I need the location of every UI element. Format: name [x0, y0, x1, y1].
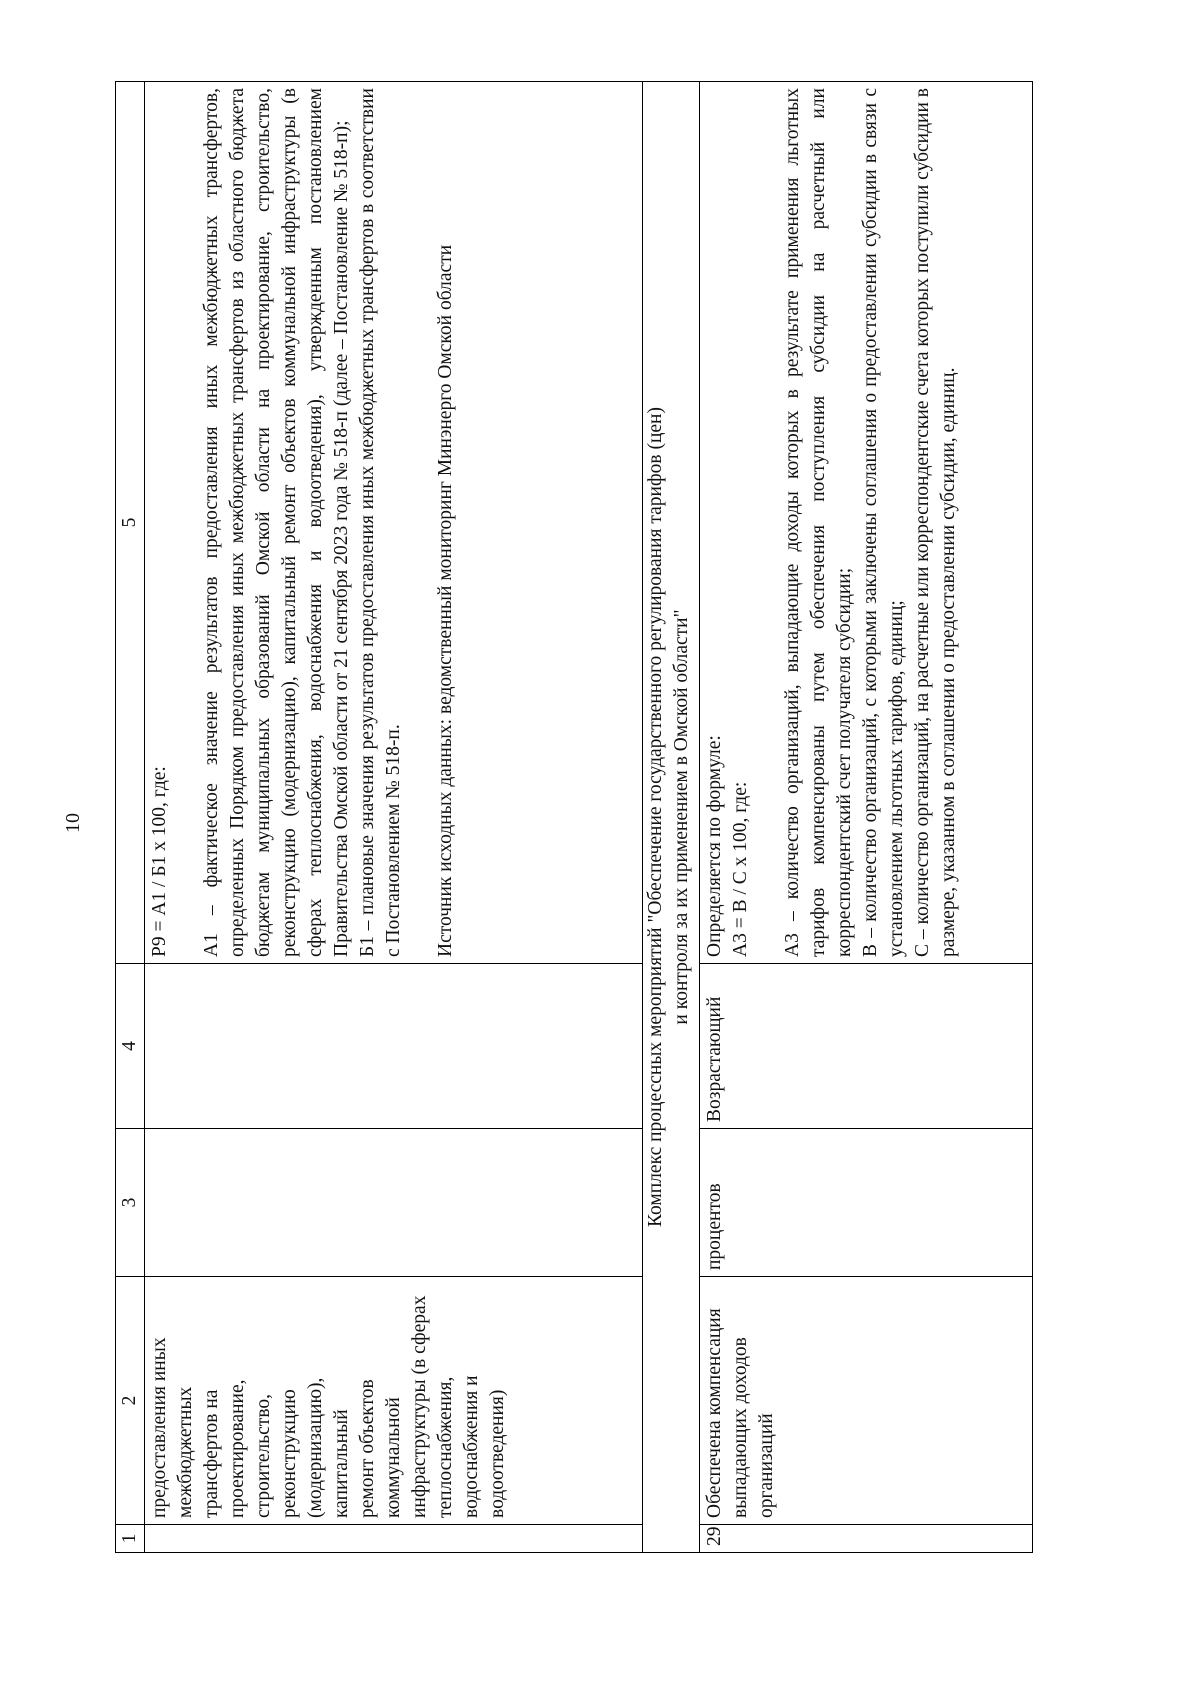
- unit-cell: процентов: [700, 1129, 1033, 1277]
- row-number: 29: [700, 1525, 1033, 1553]
- name-line: проектирование, строительство,: [227, 1379, 274, 1518]
- section-title-line: и контроля за их применением в Омской области": [671, 609, 692, 1025]
- header-col-3: 3: [116, 1129, 145, 1277]
- definition-a1: А1 – фактическое значение результатов предоставления иных межбюджетных трансфертов, определенных Порядком предоставления иных межбюджетных трансфертов из областного бюджета бюджетам муниципальных образований Омской области на проектирование, строительство, реконструкцию (модернизацию), капитальный ремонт объектов коммунальной инфраструктуры (в сферах теплоснабжения, водоснабжения и водоотведения), утвержденным постановлением Правительства Омской области от 21 сентября 2023 года № 518-п (далее – Постановление № 518-п);: [201, 88, 352, 957]
- methodology-cell: [700, 82, 1033, 964]
- formula: А3 = В / С х 100, где:: [730, 781, 751, 957]
- name-line: инфраструктуры (в сферах: [409, 1295, 430, 1518]
- name-line: водоснабжения и: [461, 1375, 482, 1518]
- formula-intro: Определяется по формуле:: [704, 735, 725, 957]
- indicator-name: [145, 1277, 643, 1525]
- rotated-table-container: [115, 81, 1079, 1553]
- name-line: межбюджетных трансфертов на: [175, 1386, 222, 1518]
- definition-b: В – количество организаций, с которыми заключены соглашения о предоставлении субсидии в связи с установлением льготных тарифов, единиц;: [860, 88, 907, 957]
- indicator-name: [700, 1277, 1033, 1525]
- definition-a3: А3 – количество организаций, выпадающие доходы которых в результате применения льготных тарифов компенсированы путем обеспечения поступления субсидии на расчетный или корреспондентский счет получателя субсидии;: [782, 88, 855, 957]
- indicator-table: [115, 81, 1033, 1553]
- name-line: организаций: [756, 1413, 777, 1518]
- name-line: реконструкцию: [279, 1389, 300, 1518]
- section-title: [643, 82, 700, 1553]
- formula: Р9 = А1 / Б1 х 100, где:: [149, 766, 170, 957]
- unit-cell: [145, 1129, 643, 1277]
- name-line: Обеспечена компенсация: [704, 1308, 725, 1518]
- header-col-1: 1: [116, 1525, 145, 1553]
- methodology-cell: [145, 82, 643, 964]
- direction-cell: Возрастающий: [700, 964, 1033, 1129]
- header-col-5: 5: [116, 82, 145, 964]
- section-heading-row: [643, 82, 700, 1553]
- table-row-29: [700, 82, 1033, 1553]
- name-line: водоотведения): [487, 1389, 508, 1518]
- page-number: 10: [62, 813, 84, 833]
- definition-b1: Б1 – плановые значения результатов предоставления иных межбюджетных трансфертов в соответствии с Постановлением № 518-п.: [357, 88, 404, 957]
- name-line: теплоснабжения,: [435, 1376, 456, 1518]
- name-line: выпадающих доходов: [730, 1337, 751, 1518]
- table-row-continued: [145, 82, 643, 1553]
- definition-c: С – количество организаций, на расчетные или корреспондентские счета которых поступили субсидии в размере, указанном в соглашении о предоставлении субсидии, единиц.: [912, 88, 959, 957]
- name-line: ремонт объектов коммунальной: [357, 1379, 404, 1518]
- header-col-4: 4: [116, 964, 145, 1129]
- header-col-2: 2: [116, 1277, 145, 1525]
- header-row: [116, 82, 145, 1553]
- name-line: предоставления иных: [149, 1337, 170, 1518]
- direction-cell: [145, 964, 643, 1129]
- data-source: Источник исходных данных: ведомственный мониторинг Минэнерго Омской области: [435, 244, 456, 957]
- row-number: [145, 1525, 643, 1553]
- name-line: (модернизацию), капитальный: [305, 1377, 352, 1518]
- section-title-line: Комплекс процессных мероприятий "Обеспечение государственного регулирования тарифов (цен): [645, 407, 666, 1227]
